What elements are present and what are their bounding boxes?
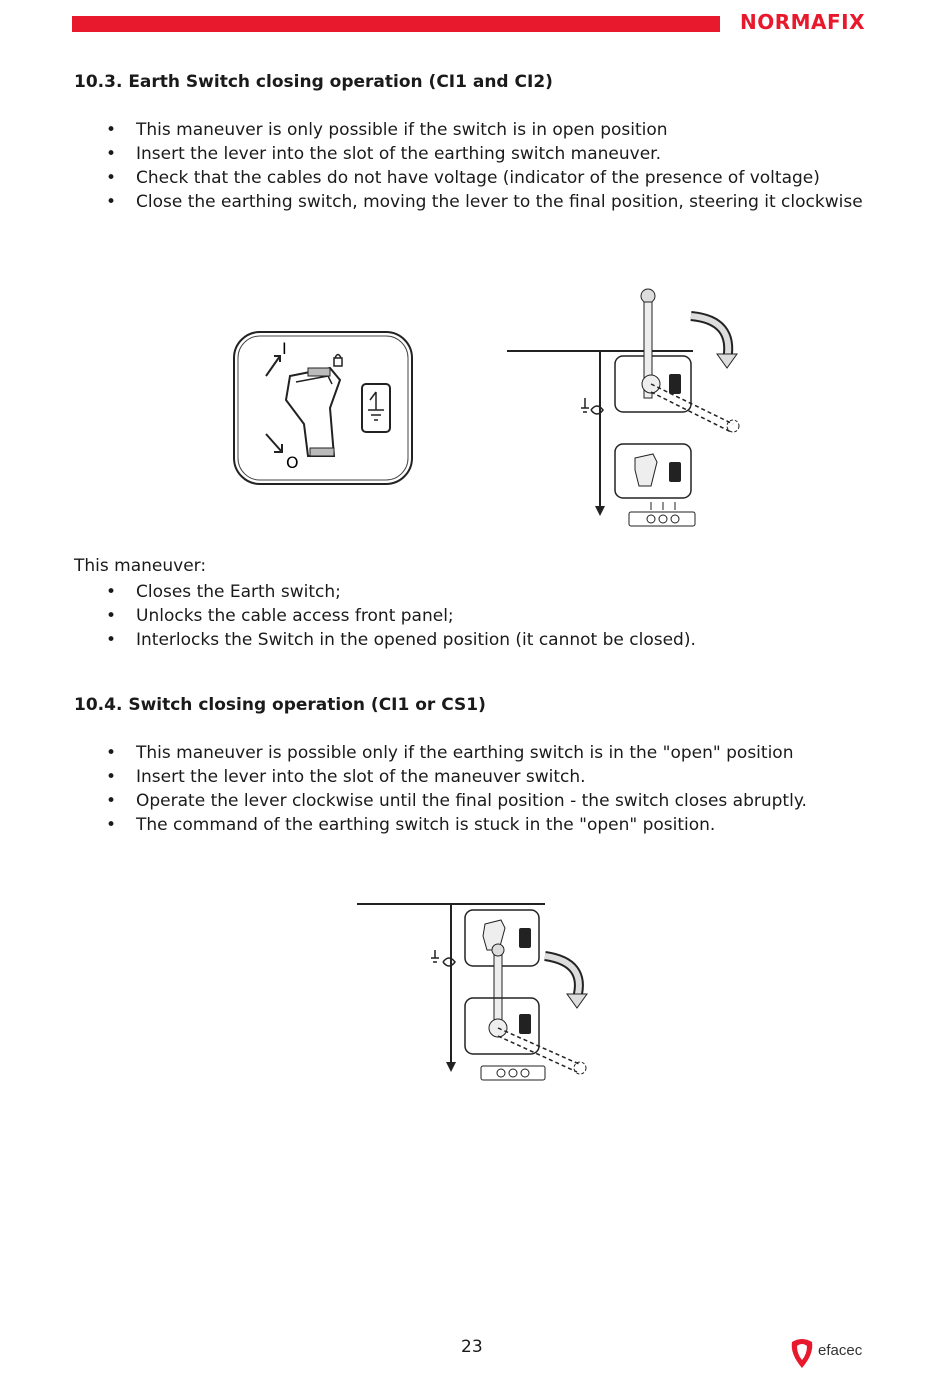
earth-symbol-icon [368, 392, 384, 420]
section-10-4-bullets [74, 741, 864, 837]
page-number: 23 [461, 1337, 483, 1357]
list-item: • Close the earthing switch, moving the lever to the final position, steering it clockwise [74, 190, 864, 214]
earth-switch-panel-figure [230, 328, 416, 488]
list-item: • Check that the cables do not have voltage (indicator of the presence of voltage) [74, 166, 864, 190]
maneuver-effects-bullets [74, 580, 864, 652]
section-10-4-heading: 10.4. Switch closing operation (CI1 or CS1) [74, 695, 486, 715]
clockwise-arrow-icon [567, 994, 587, 1008]
list-item: • Unlocks the cable access front panel; [74, 604, 864, 628]
lever-earthing-figure [505, 286, 750, 532]
list-item: • Insert the lever into the slot of the earthing switch maneuver. [74, 142, 864, 166]
list-item: • The command of the earthing switch is stuck in the "open" position. [74, 813, 864, 837]
list-item: • This maneuver is only possible if the switch is in open position [74, 118, 864, 142]
open-position-label: O [286, 453, 299, 472]
list-item: • Operate the lever clockwise until the final position - the switch closes abruptly. [74, 789, 864, 813]
list-item: • Closes the Earth switch; [74, 580, 864, 604]
switch-closing-figure [355, 898, 595, 1084]
clockwise-arrow-icon [717, 354, 737, 368]
arrow-down-icon [266, 434, 282, 452]
arrow-up-icon [266, 356, 280, 376]
closed-position-label: I [282, 339, 287, 358]
section-10-3-heading: 10.3. Earth Switch closing operation (CI1 and CI2) [74, 72, 553, 92]
list-item: • This maneuver is possible only if the earthing switch is in the "open" position [74, 741, 864, 765]
section-10-3-bullets [74, 118, 864, 214]
maneuver-effects-intro: This maneuver: [74, 556, 207, 576]
list-item: • Insert the lever into the slot of the maneuver switch. [74, 765, 864, 789]
list-item: • Interlocks the Switch in the opened position (it cannot be closed). [74, 628, 864, 652]
padlock-icon [334, 358, 342, 366]
header-red-bar [72, 16, 720, 32]
efacec-logo-text: efacec [818, 1342, 863, 1359]
brand-title: NORMAFIX [740, 10, 866, 34]
